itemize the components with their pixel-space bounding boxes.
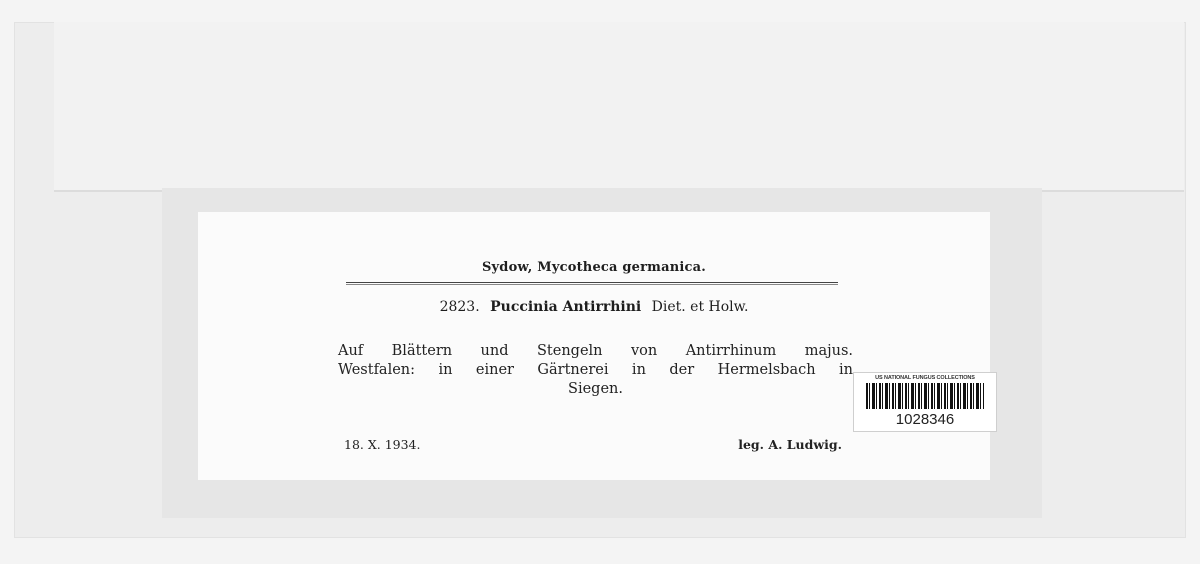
locality-line: Auf Blättern und Stengeln von Antirrhinum majus. [338,343,853,359]
collection-date: 18. X. 1934. [344,437,421,452]
locality-line: Westfalen: in einer Gärtnerei in der Hermelsbach in [338,362,853,378]
series-title: Sydow, Mycotheca germanica. [481,260,707,275]
barcode-label [853,372,997,432]
locality-text [338,342,853,399]
species-line [198,299,990,315]
collector: leg. A. Ludwig. [738,437,842,452]
species-authority: Diet. et Holw. [651,299,749,315]
exsiccata-number: 2823. [439,299,480,315]
barcode-icon [866,383,984,409]
title-rule [346,282,838,285]
envelope-flap [54,22,1184,192]
barcode-number: 1028346 [895,411,955,428]
specimen-label [198,212,990,480]
species-name: Puccinia Antirrhini [490,299,642,315]
locality-line: Siegen. [568,381,623,397]
barcode-institution: US NATIONAL FUNGUS COLLECTIONS [875,375,975,381]
